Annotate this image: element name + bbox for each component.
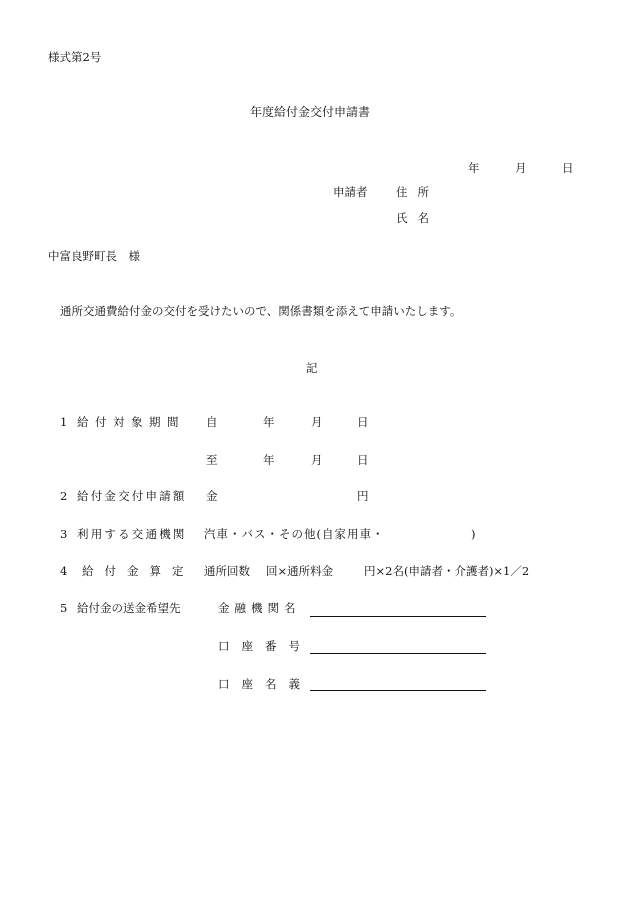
- period-from-year: 年: [263, 415, 275, 429]
- bank-name-line[interactable]: [310, 616, 486, 617]
- applicant-label: 申請者: [333, 185, 368, 199]
- document-title: 年度給付金交付申請書: [250, 105, 371, 119]
- name-label: 氏名: [396, 211, 439, 225]
- period-from-month: 月: [311, 415, 323, 429]
- item-1-label: 給付対象期間: [77, 415, 185, 429]
- transport-options: 汽車・バス・その他(自家用車・: [204, 527, 385, 541]
- amount-unit: 円: [357, 489, 369, 503]
- period-to-year: 年: [263, 453, 275, 467]
- account-number-line[interactable]: [310, 653, 486, 654]
- account-holder-label: 口座名義: [218, 677, 312, 691]
- address-label: 住所: [396, 185, 439, 199]
- period-to-month: 月: [311, 453, 323, 467]
- transport-close-paren: ): [471, 527, 476, 541]
- item-5-number: 5: [60, 601, 68, 615]
- item-3-number: 3: [60, 527, 68, 541]
- account-holder-line[interactable]: [310, 690, 486, 691]
- form-number: 様式第2号: [48, 50, 102, 64]
- item-5-label: 給付金の送金希望先: [77, 601, 181, 615]
- item-2-number: 2: [60, 489, 68, 503]
- period-from-day: 日: [357, 415, 369, 429]
- date-day-label: 日: [562, 161, 574, 175]
- period-to-prefix: 至: [206, 453, 218, 467]
- amount-prefix: 金: [206, 489, 218, 503]
- item-2-label: 給付金交付申請額: [77, 489, 187, 503]
- addressee: 中富良野町長 様: [48, 249, 140, 263]
- body-text: 通所交通費給付金の交付を受けたいので、関係書類を添えて申請いたします。: [60, 304, 462, 318]
- item-1-number: 1: [60, 415, 68, 429]
- date-year-label: 年: [468, 161, 480, 175]
- item-3-label: 利用する交通機関: [77, 527, 187, 541]
- calc-visit-count: 通所回数: [204, 564, 250, 578]
- date-month-label: 月: [515, 161, 527, 175]
- bank-name-label: 金融機関名: [218, 601, 301, 615]
- ki-heading: 記: [306, 361, 318, 375]
- period-from-prefix: 自: [206, 415, 218, 429]
- period-to-day: 日: [357, 453, 369, 467]
- item-4-label: 給付金算定: [82, 564, 195, 578]
- account-number-label: 口座番号: [218, 639, 312, 653]
- calc-fee: 回×通所料金: [266, 564, 334, 578]
- item-4-number: 4: [60, 564, 68, 578]
- calc-formula: 円×2名(申請者・介護者)×1／2: [364, 564, 530, 578]
